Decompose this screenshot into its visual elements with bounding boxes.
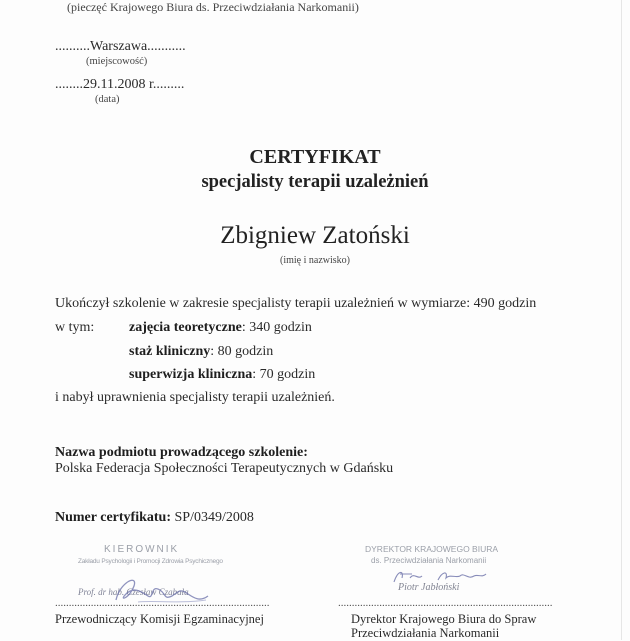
hours-item-label: staż kliniczny: [129, 344, 211, 359]
certificate-title: CERTYFIKAT: [249, 146, 381, 168]
including-label: w tym:: [55, 320, 95, 335]
right-signature-caption-line2: Przeciwdziałania Narkomanii: [351, 626, 500, 640]
certificate-number: [55, 510, 254, 526]
left-stamp-title: KIEROWNIK: [104, 544, 180, 555]
date-caption: (data): [95, 94, 120, 105]
date-value: ........29.11.2008 r.........: [55, 77, 185, 92]
holder-name-caption: (imię i nazwisko): [280, 255, 350, 266]
hours-item-label: superwizja kliniczna: [129, 367, 253, 382]
hours-item-clinical-supervision: [129, 367, 315, 383]
right-signer-name: Piotr Jabłoński: [398, 582, 460, 593]
right-stamp-subtitle: ds. Przeciwdziałania Narkomanii: [371, 556, 487, 565]
left-signer-name: Prof. dr hab. Czesław Czabała: [78, 587, 189, 597]
right-stamp-title: DYREKTOR KRAJOWEGO BIURA: [365, 544, 499, 554]
provider-label: Nazwa podmiotu prowadzącego szkolenie:: [55, 445, 308, 460]
certificate-number-value: SP/0349/2008: [174, 510, 254, 525]
hours-item-value: : 70 godzin: [252, 367, 316, 382]
holder-name: Zbigniew Zatoński: [220, 222, 410, 249]
right-signature-line: ..............................................................................: [338, 597, 553, 609]
hours-item-value: : 80 godzin: [210, 344, 274, 359]
left-stamp-subtitle: Zakładu Psychologii i Promocji Zdrowia Psychicznego: [78, 558, 223, 565]
hours-item-clinical-internship: [129, 344, 273, 360]
provider-value: Polska Federacja Społeczności Terapeutycznych w Gdańsku: [55, 461, 394, 476]
place-caption: (miejscowość): [86, 56, 148, 67]
right-signature-caption-line1: Dyrektor Krajowego Biura do Spraw: [351, 612, 537, 626]
scan-edge-line: [621, 0, 622, 640]
place-value: ..........Warszawa...........: [55, 39, 186, 54]
certificate-number-label: Numer certyfikatu:: [55, 510, 171, 525]
left-signature-caption: Przewodniczący Komisji Egzaminacyjnej: [55, 612, 264, 626]
left-signature-line: ..............................................................................: [55, 597, 270, 609]
hours-item-value: : 340 godzin: [241, 320, 312, 335]
certificate-subtitle: specjalisty terapii uzależnień: [201, 172, 429, 192]
training-conclusion: i nabył uprawnienia specjalisty terapii uzależnień.: [55, 390, 335, 405]
training-intro: Ukończył szkolenie w zakresie specjalisty terapii uzależnień w wymiarze: 490 godzin: [55, 296, 537, 311]
stamp-caption: (pieczęć Krajowego Biura ds. Przeciwdziałania Narkomanii): [67, 0, 359, 14]
hours-item-theory: [129, 320, 312, 336]
hours-item-label: zajęcia teoretyczne: [129, 320, 242, 335]
